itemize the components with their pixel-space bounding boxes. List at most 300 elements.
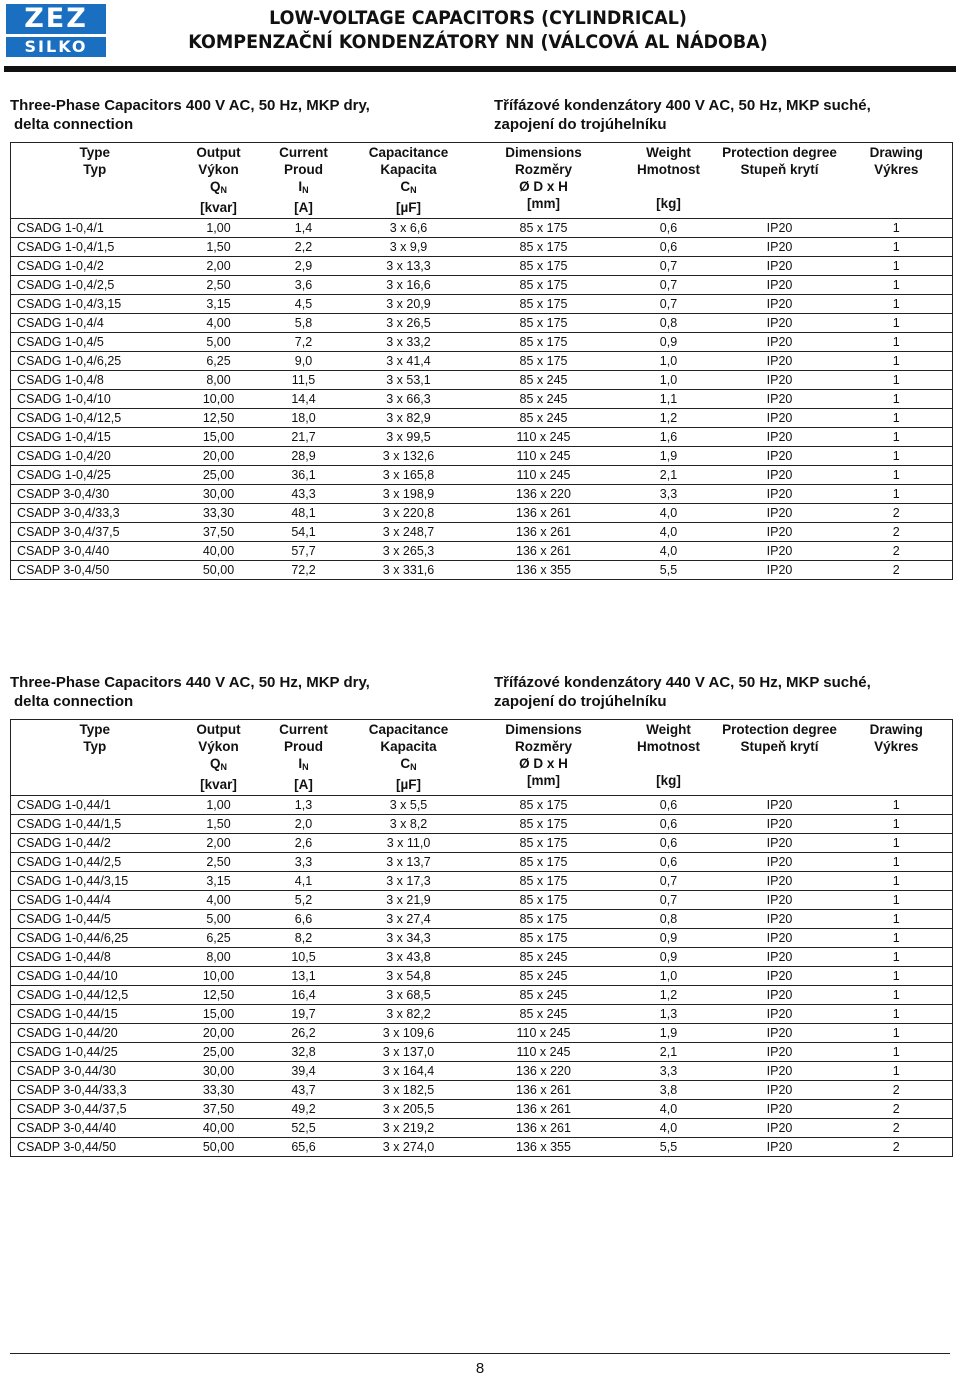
dimensions-header-line: Rozměry xyxy=(514,739,573,754)
output-symbol xyxy=(179,178,259,199)
cell-drawing: 1 xyxy=(841,1024,953,1043)
cell-weight: 4,0 xyxy=(619,504,719,523)
cell-drawing: 2 xyxy=(841,542,953,561)
cell-capacitance: 3 x 5,5 xyxy=(349,796,469,815)
cell-current: 48,1 xyxy=(259,504,349,523)
cell-type: CSADG 1-0,4/15 xyxy=(11,428,179,447)
cell-dimensions: 85 x 175 xyxy=(469,333,619,352)
cell-weight: 3,3 xyxy=(619,1062,719,1081)
cell-protection: IP20 xyxy=(719,891,841,910)
cell-current: 21,7 xyxy=(259,428,349,447)
cell-current: 18,0 xyxy=(259,409,349,428)
cell-drawing: 1 xyxy=(841,1005,953,1024)
weight-header-line: Hmotnost xyxy=(637,162,700,177)
cell-type: CSADG 1-0,4/12,5 xyxy=(11,409,179,428)
table-row xyxy=(11,891,953,910)
cell-type: CSADP 3-0,44/40 xyxy=(11,1119,179,1138)
cell-current: 9,0 xyxy=(259,352,349,371)
cell-current: 52,5 xyxy=(259,1119,349,1138)
cell-drawing: 1 xyxy=(841,485,953,504)
table-row xyxy=(11,1062,953,1081)
cell-capacitance: 3 x 27,4 xyxy=(349,910,469,929)
cell-drawing: 1 xyxy=(841,333,953,352)
col-header-capacitance xyxy=(349,143,469,219)
cell-protection: IP20 xyxy=(719,485,841,504)
cell-protection: IP20 xyxy=(719,796,841,815)
col-header-drawing xyxy=(841,143,953,219)
col-header-current xyxy=(259,720,349,796)
cell-dimensions: 136 x 220 xyxy=(469,485,619,504)
cell-drawing: 1 xyxy=(841,276,953,295)
cell-capacitance: 3 x 9,9 xyxy=(349,238,469,257)
output-header-en: Output xyxy=(196,722,241,737)
cell-dimensions: 85 x 175 xyxy=(469,796,619,815)
cell-protection: IP20 xyxy=(719,834,841,853)
cell-capacitance: 3 x 182,5 xyxy=(349,1081,469,1100)
cell-type: CSADG 1-0,44/15 xyxy=(11,1005,179,1024)
cell-output: 2,50 xyxy=(179,853,259,872)
cell-output: 1,00 xyxy=(179,796,259,815)
cell-dimensions: 85 x 245 xyxy=(469,390,619,409)
cell-drawing: 1 xyxy=(841,872,953,891)
table-row xyxy=(11,910,953,929)
cell-capacitance: 3 x 20,9 xyxy=(349,295,469,314)
cell-dimensions: 85 x 245 xyxy=(469,948,619,967)
cell-type: CSADG 1-0,44/12,5 xyxy=(11,986,179,1005)
cell-output: 5,00 xyxy=(179,910,259,929)
cell-capacitance: 3 x 6,6 xyxy=(349,219,469,238)
output-symbol xyxy=(179,755,259,776)
header-rule xyxy=(4,66,956,72)
cell-capacitance: 3 x 33,2 xyxy=(349,333,469,352)
cell-weight: 0,9 xyxy=(619,948,719,967)
cell-protection: IP20 xyxy=(719,352,841,371)
cell-weight: 0,6 xyxy=(619,238,719,257)
capacitance-unit: [µF] xyxy=(395,200,422,215)
cell-protection: IP20 xyxy=(719,853,841,872)
table-row xyxy=(11,542,953,561)
cell-protection: IP20 xyxy=(719,466,841,485)
cell-drawing: 2 xyxy=(841,561,953,580)
cell-drawing: 1 xyxy=(841,1043,953,1062)
cell-type: CSADG 1-0,4/4 xyxy=(11,314,179,333)
cell-current: 4,1 xyxy=(259,872,349,891)
cell-capacitance: 3 x 274,0 xyxy=(349,1138,469,1157)
cell-dimensions: 136 x 261 xyxy=(469,1081,619,1100)
cell-current: 6,6 xyxy=(259,910,349,929)
cell-capacitance: 3 x 13,7 xyxy=(349,853,469,872)
cell-current: 3,3 xyxy=(259,853,349,872)
cell-drawing: 2 xyxy=(841,1138,953,1157)
current-symbol-letter: I xyxy=(298,756,303,771)
cell-dimensions: 110 x 245 xyxy=(469,428,619,447)
table-row xyxy=(11,986,953,1005)
protection-header-line: Protection degree xyxy=(722,145,837,160)
type-header-line: Typ xyxy=(83,739,107,754)
cell-type: CSADG 1-0,4/10 xyxy=(11,390,179,409)
cell-output: 25,00 xyxy=(179,466,259,485)
cell-type: CSADG 1-0,4/2,5 xyxy=(11,276,179,295)
cell-dimensions: 110 x 245 xyxy=(469,466,619,485)
cell-dimensions: 85 x 245 xyxy=(469,409,619,428)
company-logo xyxy=(6,4,106,58)
cell-current: 26,2 xyxy=(259,1024,349,1043)
section-title-cz xyxy=(494,673,914,711)
cell-type: CSADP 3-0,4/40 xyxy=(11,542,179,561)
cell-type: CSADG 1-0,44/10 xyxy=(11,967,179,986)
cell-weight: 4,0 xyxy=(619,1119,719,1138)
cell-dimensions: 85 x 245 xyxy=(469,1005,619,1024)
cell-current: 10,5 xyxy=(259,948,349,967)
cell-weight: 0,8 xyxy=(619,910,719,929)
weight-header-line: [kg] xyxy=(656,773,681,788)
output-header-cz: Výkon xyxy=(198,739,239,754)
header-title-cz: KOMPENZAČNÍ KONDENZÁTORY NN (VÁLCOVÁ AL NÁDOBA) xyxy=(188,31,768,53)
col-header-current xyxy=(259,143,349,219)
cell-weight: 0,6 xyxy=(619,796,719,815)
cell-type: CSADG 1-0,44/2 xyxy=(11,834,179,853)
cell-dimensions: 136 x 261 xyxy=(469,1119,619,1138)
cell-dimensions: 85 x 175 xyxy=(469,257,619,276)
table-row xyxy=(11,1119,953,1138)
type-header-line: Type xyxy=(79,145,110,160)
cell-output: 40,00 xyxy=(179,1119,259,1138)
cell-dimensions: 85 x 175 xyxy=(469,314,619,333)
cell-protection: IP20 xyxy=(719,523,841,542)
cell-drawing: 1 xyxy=(841,295,953,314)
table-row xyxy=(11,485,953,504)
cell-current: 19,7 xyxy=(259,1005,349,1024)
cell-current: 1,4 xyxy=(259,219,349,238)
section-400v xyxy=(10,96,950,580)
section-title-en-line1: Three-Phase Capacitors 440 V AC, 50 Hz, MKP dry, xyxy=(10,674,370,691)
col-header-output xyxy=(179,143,259,219)
section-title-en xyxy=(10,673,390,711)
capacitor-table xyxy=(10,719,953,1157)
cell-dimensions: 136 x 261 xyxy=(469,504,619,523)
cell-weight: 5,5 xyxy=(619,561,719,580)
cell-weight: 3,3 xyxy=(619,485,719,504)
cell-dimensions: 136 x 355 xyxy=(469,561,619,580)
col-header-capacitance xyxy=(349,720,469,796)
cell-capacitance: 3 x 8,2 xyxy=(349,815,469,834)
cell-dimensions: 85 x 175 xyxy=(469,910,619,929)
drawing-header-line: Drawing xyxy=(869,145,923,160)
cell-drawing: 1 xyxy=(841,1062,953,1081)
weight-header-line: Weight xyxy=(646,722,691,737)
table-header xyxy=(11,720,953,796)
cell-protection: IP20 xyxy=(719,390,841,409)
cell-protection: IP20 xyxy=(719,428,841,447)
cell-capacitance: 3 x 82,2 xyxy=(349,1005,469,1024)
cell-output: 6,25 xyxy=(179,352,259,371)
protection-header-line: Stupeň krytí xyxy=(740,162,819,177)
cell-output: 2,50 xyxy=(179,276,259,295)
cell-capacitance: 3 x 109,6 xyxy=(349,1024,469,1043)
cell-type: CSADG 1-0,4/8 xyxy=(11,371,179,390)
cell-dimensions: 136 x 220 xyxy=(469,1062,619,1081)
cell-protection: IP20 xyxy=(719,257,841,276)
current-header-cz: Proud xyxy=(284,162,323,177)
cell-protection: IP20 xyxy=(719,815,841,834)
output-symbol-letter: Q xyxy=(209,756,221,771)
cell-weight: 1,6 xyxy=(619,428,719,447)
output-symbol-sub: N xyxy=(220,762,227,772)
table-row xyxy=(11,276,953,295)
cell-protection: IP20 xyxy=(719,929,841,948)
capacitance-symbol-sub: N xyxy=(410,762,417,772)
cell-current: 8,2 xyxy=(259,929,349,948)
cell-output: 20,00 xyxy=(179,1024,259,1043)
cell-current: 2,9 xyxy=(259,257,349,276)
table-row xyxy=(11,333,953,352)
cell-drawing: 1 xyxy=(841,219,953,238)
cell-type: CSADG 1-0,44/5 xyxy=(11,910,179,929)
table-header xyxy=(11,143,953,219)
cell-weight: 4,0 xyxy=(619,542,719,561)
table-row xyxy=(11,815,953,834)
cell-type: CSADP 3-0,4/30 xyxy=(11,485,179,504)
cell-output: 4,00 xyxy=(179,891,259,910)
cell-capacitance: 3 x 68,5 xyxy=(349,986,469,1005)
cell-weight: 0,7 xyxy=(619,891,719,910)
cell-weight: 1,2 xyxy=(619,986,719,1005)
cell-capacitance: 3 x 34,3 xyxy=(349,929,469,948)
capacitance-symbol-letter: C xyxy=(400,179,411,194)
capacitance-header-en: Capacitance xyxy=(368,722,449,737)
cell-capacitance: 3 x 198,9 xyxy=(349,485,469,504)
cell-protection: IP20 xyxy=(719,238,841,257)
cell-type: CSADG 1-0,4/5 xyxy=(11,333,179,352)
cell-output: 12,50 xyxy=(179,409,259,428)
cell-output: 33,30 xyxy=(179,1081,259,1100)
section-title-cz-line2: zapojení do trojúhelníku xyxy=(494,116,667,133)
cell-protection: IP20 xyxy=(719,1100,841,1119)
cell-capacitance: 3 x 13,3 xyxy=(349,257,469,276)
cell-type: CSADP 3-0,4/37,5 xyxy=(11,523,179,542)
cell-output: 30,00 xyxy=(179,485,259,504)
cell-capacitance: 3 x 21,9 xyxy=(349,891,469,910)
cell-output: 1,00 xyxy=(179,219,259,238)
dimensions-header-line: Ø D x H xyxy=(519,756,568,771)
header-title-en: LOW-VOLTAGE CAPACITORS (CYLINDRICAL) xyxy=(269,7,687,29)
cell-drawing: 1 xyxy=(841,891,953,910)
cell-output: 10,00 xyxy=(179,390,259,409)
cell-current: 16,4 xyxy=(259,986,349,1005)
table-row xyxy=(11,447,953,466)
cell-drawing: 1 xyxy=(841,910,953,929)
table-row xyxy=(11,504,953,523)
cell-output: 25,00 xyxy=(179,1043,259,1062)
section-title-cz-line1: Třífázové kondenzátory 400 V AC, 50 Hz, MKP suché, xyxy=(494,97,871,114)
cell-protection: IP20 xyxy=(719,219,841,238)
cell-protection: IP20 xyxy=(719,1138,841,1157)
cell-dimensions: 85 x 175 xyxy=(469,872,619,891)
section-440v xyxy=(10,673,950,1157)
cell-weight: 0,7 xyxy=(619,276,719,295)
cell-output: 2,00 xyxy=(179,834,259,853)
col-header-protection xyxy=(719,720,841,796)
output-unit: [kvar] xyxy=(200,777,237,792)
weight-header-line: Hmotnost xyxy=(637,739,700,754)
cell-capacitance: 3 x 265,3 xyxy=(349,542,469,561)
current-symbol-sub: N xyxy=(302,185,309,195)
capacitance-header-en: Capacitance xyxy=(368,145,449,160)
cell-type: CSADG 1-0,4/1,5 xyxy=(11,238,179,257)
weight-header-line: [kg] xyxy=(656,196,681,211)
cell-capacitance: 3 x 164,4 xyxy=(349,1062,469,1081)
cell-drawing: 1 xyxy=(841,409,953,428)
table-row xyxy=(11,295,953,314)
col-header-output xyxy=(179,720,259,796)
cell-capacitance: 3 x 331,6 xyxy=(349,561,469,580)
cell-current: 49,2 xyxy=(259,1100,349,1119)
page-number: 8 xyxy=(475,1360,485,1377)
cell-protection: IP20 xyxy=(719,561,841,580)
cell-drawing: 1 xyxy=(841,834,953,853)
cell-weight: 0,6 xyxy=(619,834,719,853)
cell-drawing: 1 xyxy=(841,815,953,834)
table-row xyxy=(11,238,953,257)
table-row xyxy=(11,1081,953,1100)
cell-drawing: 1 xyxy=(841,390,953,409)
dimensions-header-line: Rozměry xyxy=(514,162,573,177)
cell-current: 4,5 xyxy=(259,295,349,314)
table-row xyxy=(11,314,953,333)
cell-type: CSADG 1-0,44/2,5 xyxy=(11,853,179,872)
cell-weight: 0,9 xyxy=(619,929,719,948)
cell-dimensions: 85 x 175 xyxy=(469,295,619,314)
cell-capacitance: 3 x 43,8 xyxy=(349,948,469,967)
col-header-protection xyxy=(719,143,841,219)
cell-type: CSADG 1-0,44/25 xyxy=(11,1043,179,1062)
cell-dimensions: 85 x 245 xyxy=(469,967,619,986)
table-row xyxy=(11,948,953,967)
cell-dimensions: 110 x 245 xyxy=(469,447,619,466)
cell-current: 14,4 xyxy=(259,390,349,409)
cell-dimensions: 136 x 355 xyxy=(469,1138,619,1157)
cell-drawing: 1 xyxy=(841,948,953,967)
cell-drawing: 2 xyxy=(841,504,953,523)
cell-type: CSADG 1-0,44/4 xyxy=(11,891,179,910)
cell-weight: 1,9 xyxy=(619,1024,719,1043)
current-symbol-sub: N xyxy=(302,762,309,772)
current-header-en: Current xyxy=(279,722,328,737)
cell-dimensions: 136 x 261 xyxy=(469,542,619,561)
cell-output: 15,00 xyxy=(179,1005,259,1024)
cell-current: 54,1 xyxy=(259,523,349,542)
cell-type: CSADG 1-0,4/1 xyxy=(11,219,179,238)
col-header-weight xyxy=(619,720,719,796)
cell-protection: IP20 xyxy=(719,1024,841,1043)
capacitance-unit: [µF] xyxy=(395,777,422,792)
cell-current: 2,6 xyxy=(259,834,349,853)
table-header-row xyxy=(11,143,953,219)
cell-capacitance: 3 x 26,5 xyxy=(349,314,469,333)
current-symbol xyxy=(259,178,349,199)
cell-protection: IP20 xyxy=(719,276,841,295)
drawing-header-line: Drawing xyxy=(869,722,923,737)
dimensions-header-line: [mm] xyxy=(527,196,560,211)
cell-output: 8,00 xyxy=(179,371,259,390)
capacitance-symbol xyxy=(349,178,469,199)
cell-capacitance: 3 x 132,6 xyxy=(349,447,469,466)
current-symbol xyxy=(259,755,349,776)
capacitance-symbol-letter: C xyxy=(400,756,411,771)
cell-weight: 0,8 xyxy=(619,314,719,333)
cell-weight: 1,3 xyxy=(619,1005,719,1024)
cell-protection: IP20 xyxy=(719,295,841,314)
weight-header-line: Weight xyxy=(646,145,691,160)
cell-drawing: 1 xyxy=(841,853,953,872)
cell-type: CSADP 3-0,4/33,3 xyxy=(11,504,179,523)
cell-weight: 1,0 xyxy=(619,352,719,371)
cell-type: CSADP 3-0,44/50 xyxy=(11,1138,179,1157)
cell-capacitance: 3 x 17,3 xyxy=(349,872,469,891)
current-symbol-letter: I xyxy=(298,179,303,194)
cell-protection: IP20 xyxy=(719,910,841,929)
cell-output: 3,15 xyxy=(179,295,259,314)
cell-output: 1,50 xyxy=(179,815,259,834)
logo-top-text: ZEZ xyxy=(6,4,106,34)
cell-weight: 1,9 xyxy=(619,447,719,466)
cell-protection: IP20 xyxy=(719,1119,841,1138)
cell-type: CSADG 1-0,44/8 xyxy=(11,948,179,967)
cell-capacitance: 3 x 205,5 xyxy=(349,1100,469,1119)
output-unit: [kvar] xyxy=(200,200,237,215)
cell-protection: IP20 xyxy=(719,1081,841,1100)
col-header-weight xyxy=(619,143,719,219)
cell-current: 7,2 xyxy=(259,333,349,352)
cell-current: 2,2 xyxy=(259,238,349,257)
output-symbol-sub: N xyxy=(220,185,227,195)
table-row xyxy=(11,466,953,485)
cell-weight: 0,9 xyxy=(619,333,719,352)
cell-type: CSADP 3-0,44/30 xyxy=(11,1062,179,1081)
cell-dimensions: 85 x 175 xyxy=(469,815,619,834)
cell-output: 15,00 xyxy=(179,428,259,447)
cell-output: 1,50 xyxy=(179,238,259,257)
cell-current: 5,2 xyxy=(259,891,349,910)
col-header-type xyxy=(11,143,179,219)
cell-output: 4,00 xyxy=(179,314,259,333)
cell-type: CSADG 1-0,44/1,5 xyxy=(11,815,179,834)
table-row xyxy=(11,409,953,428)
cell-weight: 1,2 xyxy=(619,409,719,428)
cell-weight: 1,0 xyxy=(619,371,719,390)
table-row xyxy=(11,1043,953,1062)
cell-dimensions: 85 x 175 xyxy=(469,238,619,257)
cell-capacitance: 3 x 11,0 xyxy=(349,834,469,853)
cell-current: 72,2 xyxy=(259,561,349,580)
cell-weight: 3,8 xyxy=(619,1081,719,1100)
cell-drawing: 2 xyxy=(841,523,953,542)
cell-capacitance: 3 x 54,8 xyxy=(349,967,469,986)
cell-drawing: 2 xyxy=(841,1100,953,1119)
table-row xyxy=(11,1005,953,1024)
cell-capacitance: 3 x 82,9 xyxy=(349,409,469,428)
table-row xyxy=(11,1100,953,1119)
cell-current: 1,3 xyxy=(259,796,349,815)
cell-protection: IP20 xyxy=(719,872,841,891)
dimensions-header-line: Dimensions xyxy=(505,722,582,737)
table-row xyxy=(11,834,953,853)
table-row xyxy=(11,872,953,891)
cell-protection: IP20 xyxy=(719,333,841,352)
cell-drawing: 1 xyxy=(841,466,953,485)
cell-weight: 1,0 xyxy=(619,967,719,986)
table-row xyxy=(11,561,953,580)
